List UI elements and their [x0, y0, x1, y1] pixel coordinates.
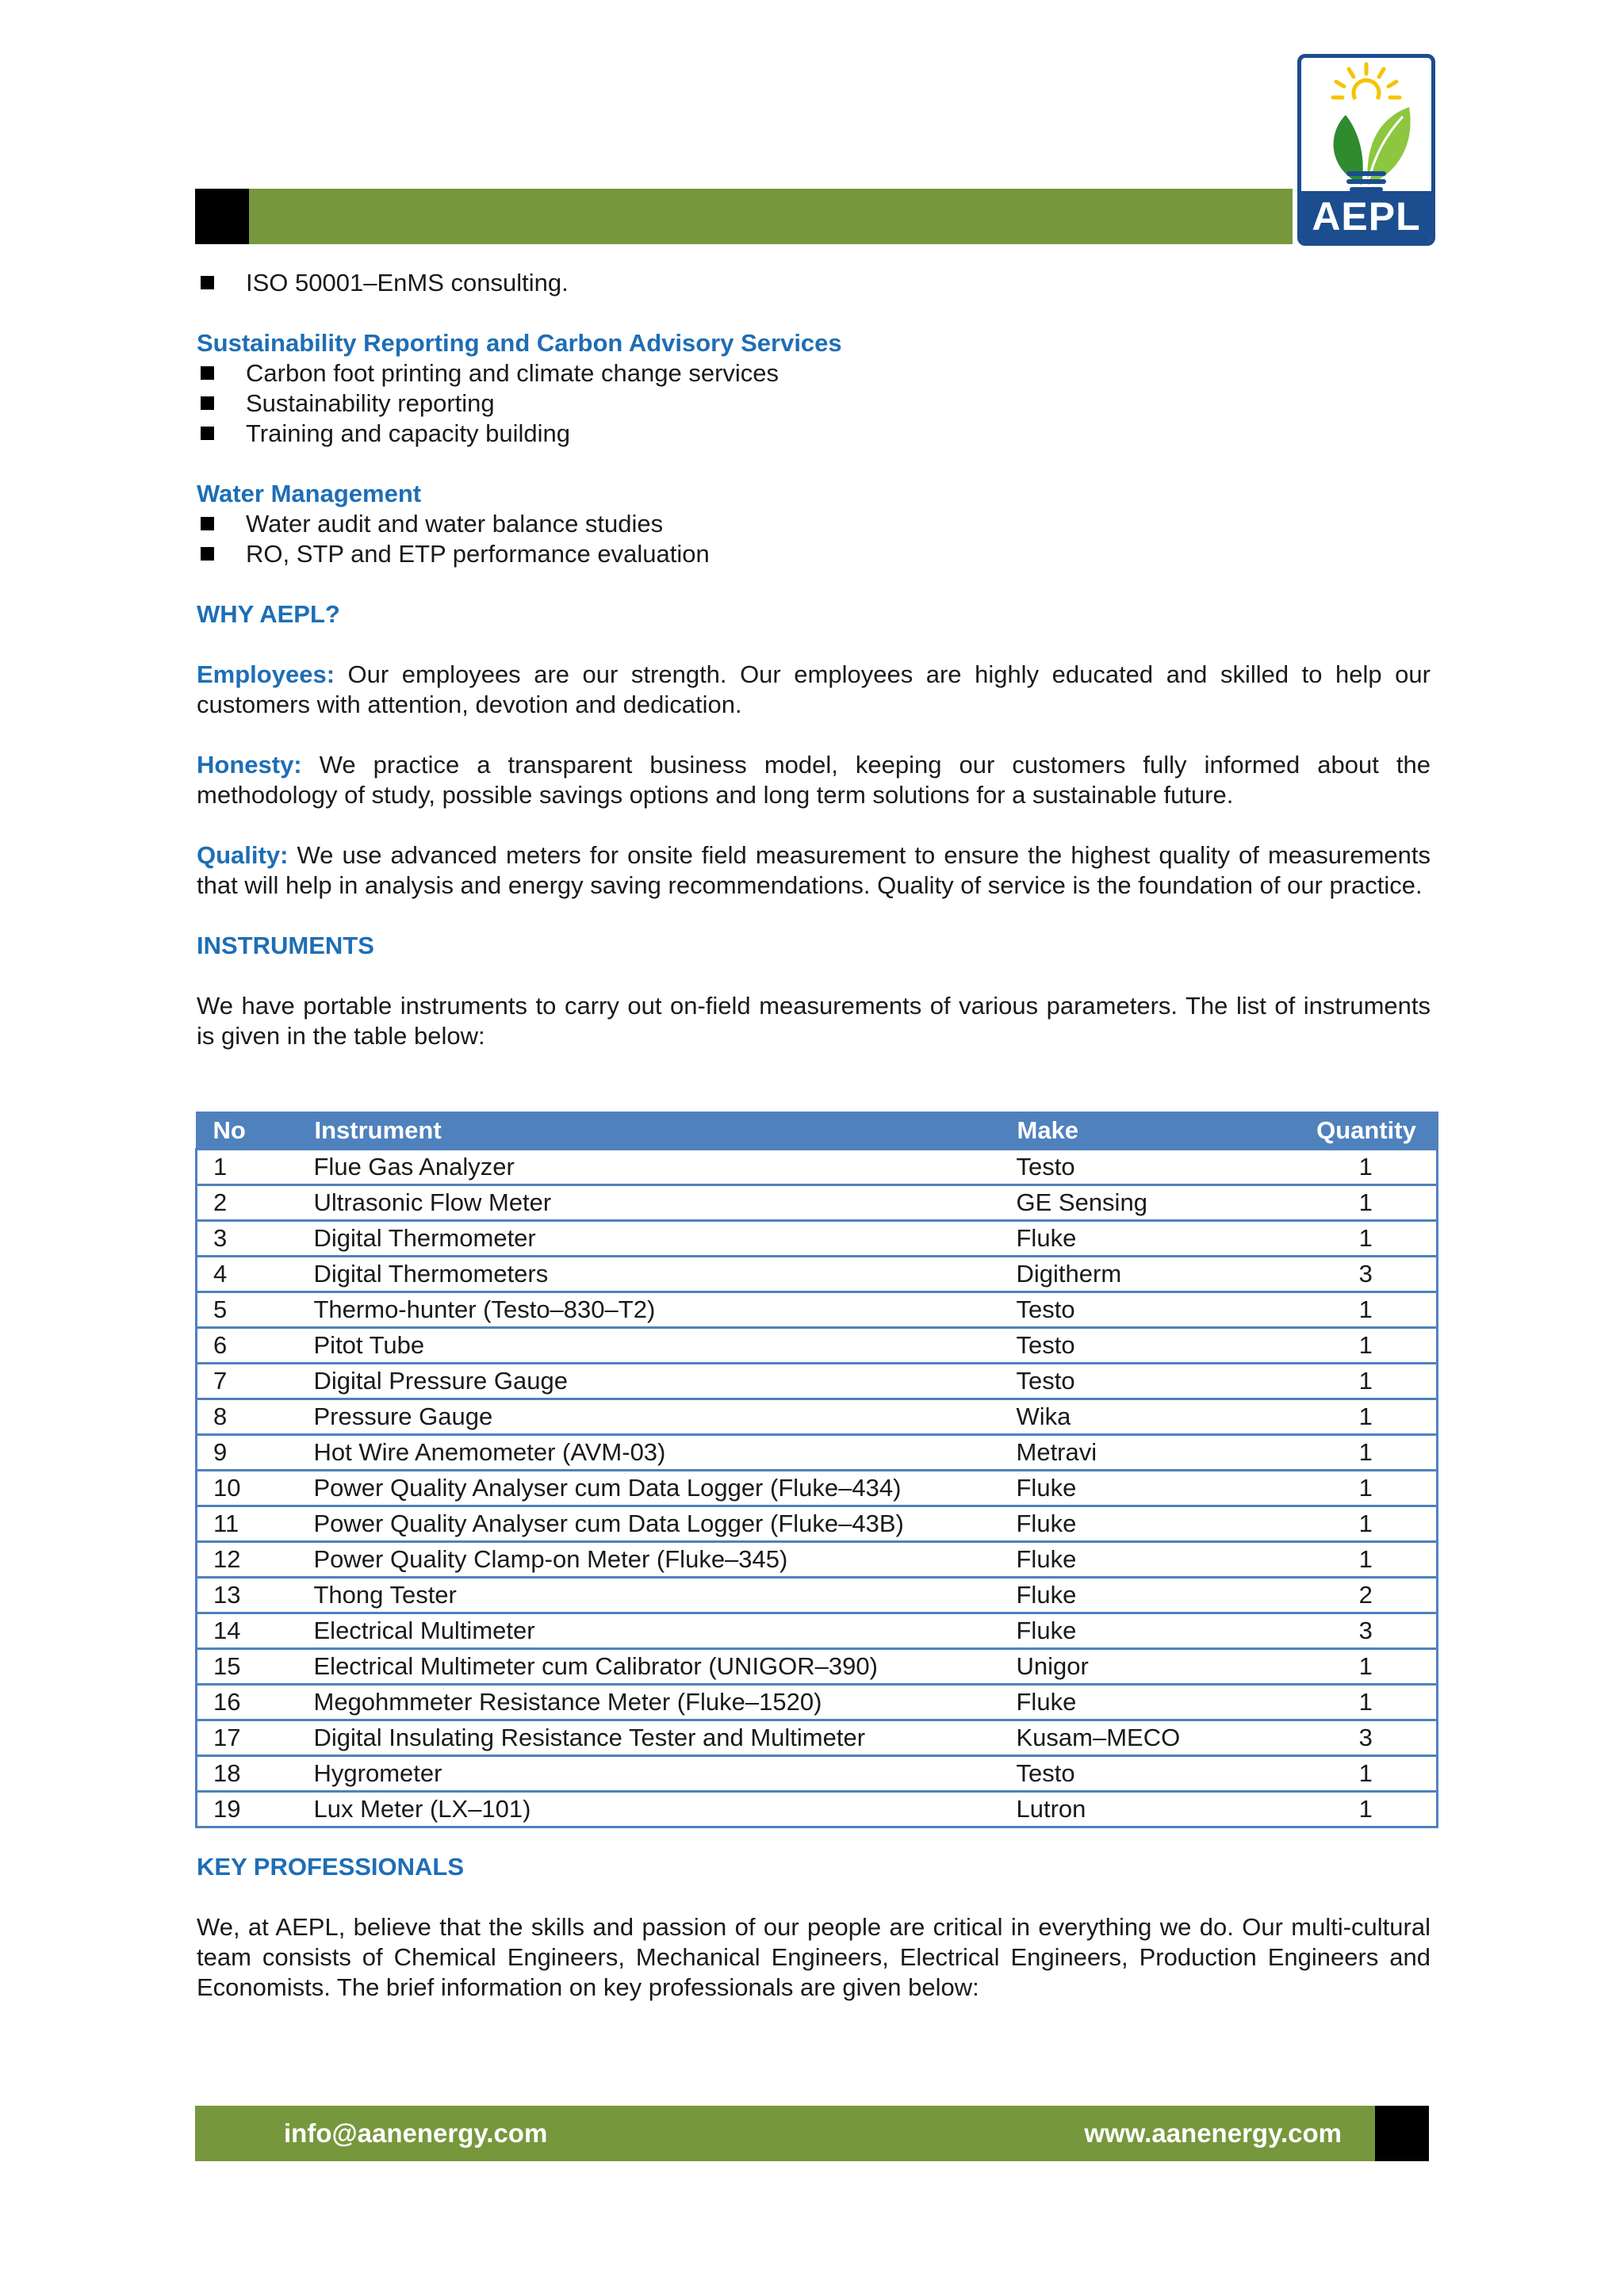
cell-quantity: 1: [1296, 1221, 1438, 1257]
cell-quantity: 1: [1296, 1792, 1438, 1827]
list-item: Training and capacity building: [197, 419, 1431, 449]
cell-quantity: 1: [1296, 1328, 1438, 1364]
cell-no: 5: [197, 1292, 298, 1328]
cell-quantity: 1: [1296, 1506, 1438, 1542]
table-row: [197, 1257, 1438, 1292]
cell-quantity: 1: [1296, 1185, 1438, 1221]
cell-make: Fluke: [1001, 1578, 1296, 1613]
cell-instrument: Digital Thermometer: [298, 1221, 1001, 1257]
cell-instrument: Electrical Multimeter: [298, 1613, 1001, 1649]
cell-no: 8: [197, 1399, 298, 1435]
cell-instrument: Pressure Gauge: [298, 1399, 1001, 1435]
table-row: [197, 1685, 1438, 1720]
cell-make: Fluke: [1001, 1613, 1296, 1649]
cell-instrument: Ultrasonic Flow Meter: [298, 1185, 1001, 1221]
footer-website[interactable]: www.aanenergy.com: [1084, 2118, 1342, 2148]
cell-no: 10: [197, 1471, 298, 1506]
cell-make: Fluke: [1001, 1471, 1296, 1506]
quality-text: We use advanced meters for onsite field measurement to ensure the highest quality of measurements that will help in analysis and energy saving recommendations. Quality of service is the foundation of our practice.: [197, 841, 1431, 899]
cell-quantity: 3: [1296, 1257, 1438, 1292]
cell-make: Testo: [1001, 1292, 1296, 1328]
main-content: [197, 268, 1431, 1051]
cell-instrument: Digital Pressure Gauge: [298, 1364, 1001, 1399]
cell-quantity: 1: [1296, 1399, 1438, 1435]
cell-make: Digitherm: [1001, 1257, 1296, 1292]
cell-instrument: Flue Gas Analyzer: [298, 1150, 1001, 1185]
column-header-no: No: [197, 1112, 298, 1150]
cell-quantity: 2: [1296, 1578, 1438, 1613]
honesty-paragraph: [197, 750, 1431, 810]
list-item: Sustainability reporting: [197, 388, 1431, 419]
list-item: Water audit and water balance studies: [197, 509, 1431, 539]
list-item: ISO 50001–EnMS consulting.: [197, 268, 1431, 298]
cell-instrument: Lux Meter (LX–101): [298, 1792, 1001, 1827]
quality-label: Quality:: [197, 841, 289, 869]
employees-paragraph: [197, 660, 1431, 720]
header-bar: [195, 189, 1293, 244]
instruments-intro: We have portable instruments to carry out on-field measurements of various parameters. The list of instruments is given in the table below:: [197, 992, 1431, 1050]
cell-make: Testo: [1001, 1364, 1296, 1399]
cell-no: 6: [197, 1328, 298, 1364]
cell-instrument: Thong Tester: [298, 1578, 1001, 1613]
honesty-text: We practice a transparent business model, keeping our customers fully informed about the methodology of study, possible savings options and long term solutions for a sustainable future.: [197, 751, 1431, 809]
cell-no: 1: [197, 1150, 298, 1185]
table-row: [197, 1649, 1438, 1685]
aepl-logo: [1297, 54, 1435, 246]
cell-make: Testo: [1001, 1150, 1296, 1185]
cell-instrument: Power Quality Clamp-on Meter (Fluke–345): [298, 1542, 1001, 1578]
list-item: RO, STP and ETP performance evaluation: [197, 539, 1431, 569]
table-row: [197, 1792, 1438, 1827]
cell-quantity: 1: [1296, 1542, 1438, 1578]
logo-text: AEPL: [1301, 191, 1431, 242]
cell-make: GE Sensing: [1001, 1185, 1296, 1221]
footer-black-block: [1375, 2106, 1429, 2161]
cell-quantity: 1: [1296, 1649, 1438, 1685]
cell-no: 15: [197, 1649, 298, 1685]
cell-make: Testo: [1001, 1756, 1296, 1792]
column-header-quantity: Quantity: [1296, 1112, 1438, 1150]
quality-paragraph: [197, 840, 1431, 901]
cell-instrument: Electrical Multimeter cum Calibrator (UNIGOR–390): [298, 1649, 1001, 1685]
cell-quantity: 1: [1296, 1685, 1438, 1720]
cell-make: Fluke: [1001, 1685, 1296, 1720]
cell-no: 7: [197, 1364, 298, 1399]
cell-no: 2: [197, 1185, 298, 1221]
why-heading: WHY AEPL?: [197, 600, 340, 628]
table-row: [197, 1150, 1438, 1185]
cell-instrument: Power Quality Analyser cum Data Logger (Fluke–434): [298, 1471, 1001, 1506]
cell-quantity: 3: [1296, 1720, 1438, 1756]
cell-no: 12: [197, 1542, 298, 1578]
table-row: [197, 1471, 1438, 1506]
table-row: [197, 1364, 1438, 1399]
cell-make: Lutron: [1001, 1792, 1296, 1827]
column-header-instrument: Instrument: [298, 1112, 1001, 1150]
table-row: [197, 1221, 1438, 1257]
key-professionals-heading: KEY PROFESSIONALS: [197, 1853, 465, 1881]
cell-make: Testo: [1001, 1328, 1296, 1364]
cell-quantity: 1: [1296, 1471, 1438, 1506]
cell-make: Unigor: [1001, 1649, 1296, 1685]
list-item: Carbon foot printing and climate change services: [197, 358, 1431, 388]
header-black-block: [195, 189, 249, 244]
cell-no: 9: [197, 1435, 298, 1471]
cell-no: 19: [197, 1792, 298, 1827]
cell-quantity: 1: [1296, 1435, 1438, 1471]
table-row: [197, 1435, 1438, 1471]
cell-quantity: 1: [1296, 1150, 1438, 1185]
cell-instrument: Power Quality Analyser cum Data Logger (Fluke–43B): [298, 1506, 1001, 1542]
cell-quantity: 1: [1296, 1756, 1438, 1792]
cell-instrument: Digital Insulating Resistance Tester and Multimeter: [298, 1720, 1001, 1756]
cell-make: Metravi: [1001, 1435, 1296, 1471]
cell-instrument: Thermo-hunter (Testo–830–T2): [298, 1292, 1001, 1328]
table-header-row: [197, 1112, 1438, 1150]
cell-make: Wika: [1001, 1399, 1296, 1435]
cell-instrument: Hot Wire Anemometer (AVM-03): [298, 1435, 1001, 1471]
cell-no: 3: [197, 1221, 298, 1257]
cell-no: 14: [197, 1613, 298, 1649]
table-row: [197, 1720, 1438, 1756]
employees-label: Employees:: [197, 660, 335, 688]
cell-make: Kusam–MECO: [1001, 1720, 1296, 1756]
key-professionals-section: [197, 1852, 1431, 2003]
table-row: [197, 1542, 1438, 1578]
key-professionals-text: We, at AEPL, believe that the skills and passion of our people are critical in everything we do. Our multi-cultural team consists of Chemical Engineers, Mechanical Engineers, Electrical Engineers, Production Engineers and Economists. The brief information on key professionals are given below:: [197, 1913, 1431, 2001]
cell-instrument: Digital Thermometers: [298, 1257, 1001, 1292]
cell-no: 11: [197, 1506, 298, 1542]
honesty-label: Honesty:: [197, 751, 302, 779]
table-row: [197, 1399, 1438, 1435]
cell-quantity: 3: [1296, 1613, 1438, 1649]
instruments-table: [195, 1112, 1438, 1828]
column-header-make: Make: [1001, 1112, 1296, 1150]
table-row: [197, 1578, 1438, 1613]
cell-instrument: Hygrometer: [298, 1756, 1001, 1792]
cell-instrument: Pitot Tube: [298, 1328, 1001, 1364]
footer-email[interactable]: info@aanenergy.com: [284, 2118, 548, 2148]
cell-instrument: Megohmmeter Resistance Meter (Fluke–1520): [298, 1685, 1001, 1720]
employees-text: Our employees are our strength. Our employees are highly educated and skilled to help our customers with attention, devotion and dedication.: [197, 660, 1431, 718]
cell-make: Fluke: [1001, 1542, 1296, 1578]
table-row: [197, 1506, 1438, 1542]
table-row: [197, 1185, 1438, 1221]
sustainability-heading: Sustainability Reporting and Carbon Advisory Services: [197, 329, 842, 357]
table-row: [197, 1613, 1438, 1649]
table-row: [197, 1328, 1438, 1364]
cell-no: 4: [197, 1257, 298, 1292]
instruments-heading: INSTRUMENTS: [197, 932, 374, 959]
table-row: [197, 1292, 1438, 1328]
cell-quantity: 1: [1296, 1292, 1438, 1328]
cell-no: 16: [197, 1685, 298, 1720]
table-row: [197, 1756, 1438, 1792]
cell-make: Fluke: [1001, 1221, 1296, 1257]
cell-no: 13: [197, 1578, 298, 1613]
cell-quantity: 1: [1296, 1364, 1438, 1399]
water-heading: Water Management: [197, 480, 422, 507]
footer-bar: [195, 2106, 1429, 2161]
cell-make: Fluke: [1001, 1506, 1296, 1542]
cell-no: 17: [197, 1720, 298, 1756]
cell-no: 18: [197, 1756, 298, 1792]
